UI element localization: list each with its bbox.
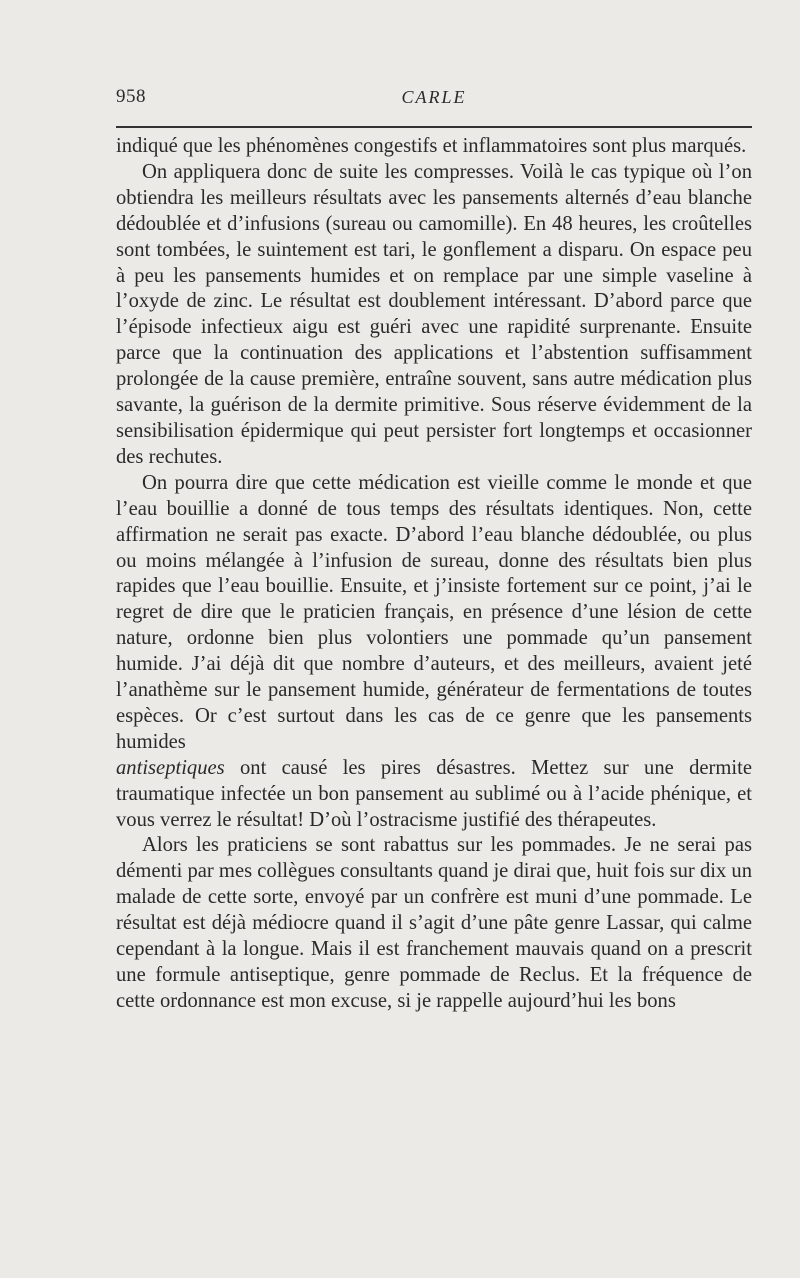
paragraph: [116, 134, 752, 160]
paragraph-text: ont causé les pires désastres. Mettez sur une dermite traumatique infectée un bon pansement au sublimé ou à l’acide phénique, et vous verrez le résultat! D’où l’ostracisme justifié des thérapeutes.: [116, 756, 752, 831]
paragraph-text: Alors les praticiens se sont rabattus sur les pommades. Je ne serai pas démenti par mes collègues consultants quand je dirai que, huit fois sur dix un malade de cette sorte, envoyé par un confrère est muni d’une pommade. Le résultat est déjà médiocre quand il s’agit d’une pâte genre Lassar, qui calme cependant à la longue. Mais il est franchement mauvais quand on a prescrit une formule antiseptique, genre pommade de Reclus. Et la fréquence de cette ordonnance est mon excuse, si je rappelle aujourd’hui les bons: [116, 834, 752, 1012]
running-title: CARLE: [401, 87, 467, 107]
paragraph: [116, 756, 752, 834]
paragraph-text: On pourra dire que cette médication est vieille comme le monde et que l’eau bouillie a donné de tous temps des résultats identiques. Non, cette affirmation ne serait pas exacte. D’abord l’eau blanche dédoublée, ou plus ou moins mélangée à l’infusion de sureau, donne des résultats bien plus rapides que l’eau bouillie. Ensuite, et j’insiste fortement sur ce point, j’ai le regret de dire que le praticien français, en présence d’une lésion de cette nature, ordonne bien plus volontiers une pommade qu’un pansement humide. J’ai déjà dit que nombre d’auteurs, et des meilleurs, avaient jeté l’anathème sur le pansement humide, générateur de fermentations de toutes espèces. Or c’est surtout dans les cas de ce genre que les pansements humides: [116, 471, 752, 753]
body-text: [116, 134, 752, 1015]
paragraph-text: On appliquera donc de suite les compresses. Voilà le cas typique où l’on obtiendra les meilleurs résultats avec les pansements alternés d’eau blanche dédoublée et d’infusions (sureau ou camomille). En 48 heures, les croûtelles sont tombées, le suintement est tari, le gonflement a disparu. On espace peu à peu les pansements humides et on remplace par une simple vaseline à l’oxyde de zinc. Le résultat est doublement intéressant. D’abord parce que l’épisode infectieux aigu est guéri avec une rapidité surprenante. Ensuite parce que la continuation des applications et l’abstention suffisamment prolongée de la cause première, entraîne souvent, sans autre médication plus savante, la guérison de la dermite primitive. Sous réserve évidemment de la sensibilisation épidermique qui peut persister fort longtemps et occasionner des rechutes.: [116, 160, 752, 468]
header-rule: [116, 126, 752, 128]
paragraph-text: indiqué que les phénomènes congestifs et inflammatoires sont plus marqués.: [116, 135, 747, 157]
paragraph: [116, 471, 752, 756]
page-number: 958: [116, 86, 146, 107]
paragraph: [116, 833, 752, 1014]
italic-term: antiseptiques: [116, 756, 225, 779]
paragraph: [116, 160, 752, 471]
page-header: [116, 86, 752, 116]
